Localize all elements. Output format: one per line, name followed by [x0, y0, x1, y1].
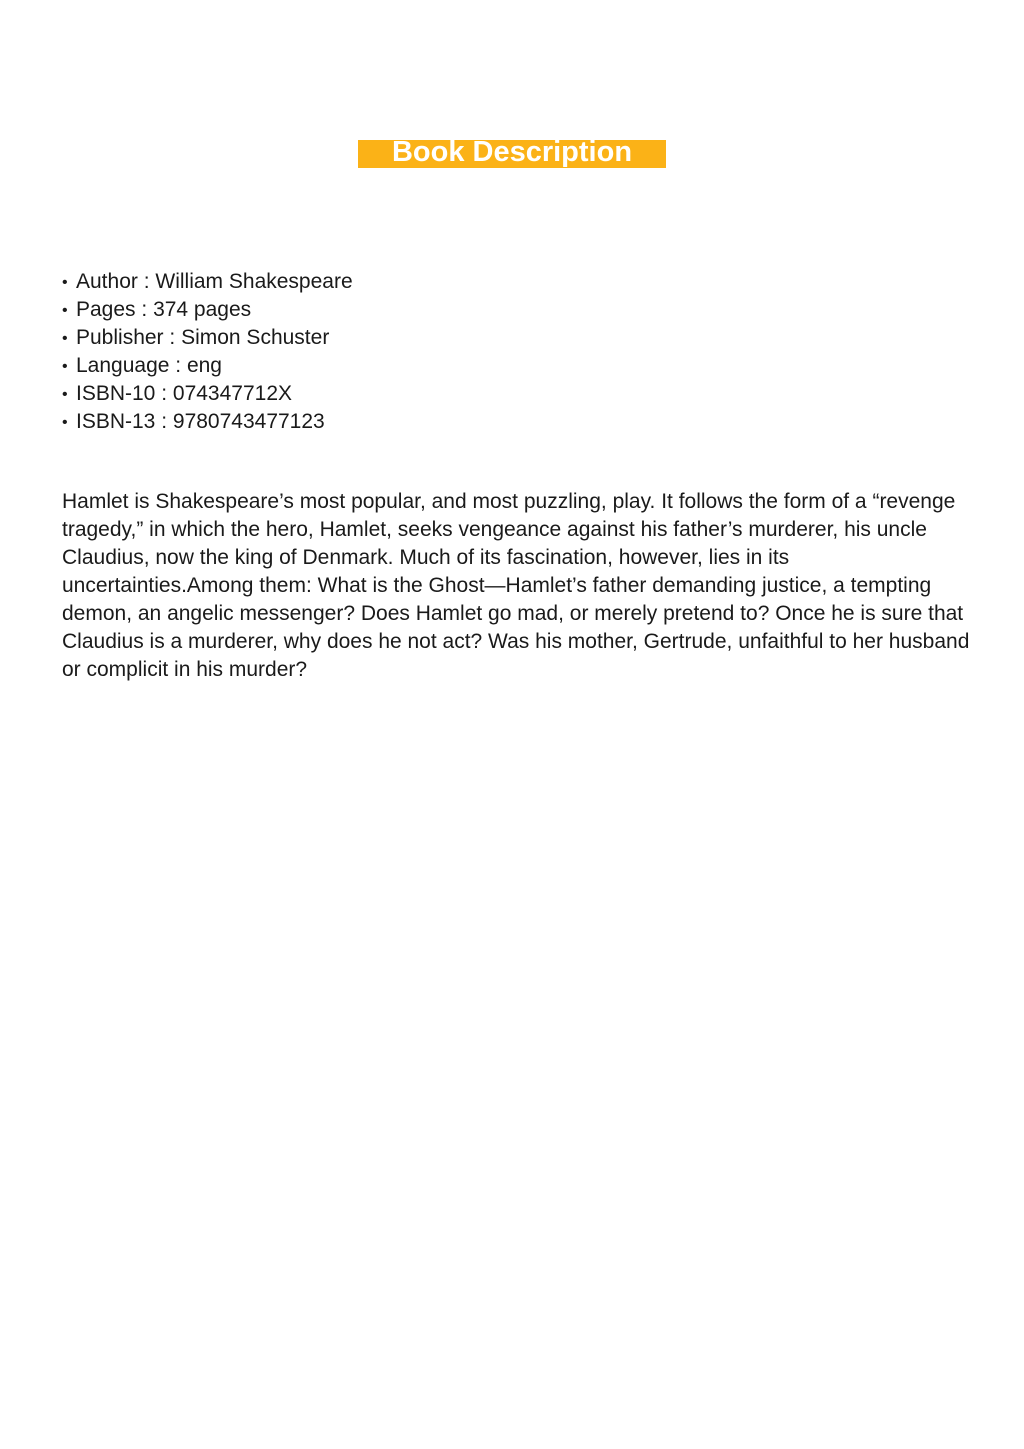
detail-isbn-13 [62, 408, 353, 436]
bullet-icon: • [62, 302, 68, 319]
detail-separator: : [135, 298, 154, 321]
detail-value: 374 pages [153, 298, 252, 321]
detail-isbn-10 [62, 380, 353, 408]
detail-author [62, 268, 353, 296]
detail-separator: : [155, 382, 173, 405]
detail-value: Simon Schuster [181, 326, 330, 349]
detail-label: Author [76, 270, 138, 293]
bullet-icon: • [62, 358, 68, 375]
detail-pages [62, 296, 353, 324]
detail-separator: : [137, 270, 156, 293]
detail-label: Pages [76, 298, 136, 321]
detail-value: 9780743477123 [172, 410, 325, 433]
detail-label: ISBN-10 [76, 382, 156, 405]
detail-value: William Shakespeare [155, 270, 353, 293]
detail-label: ISBN-13 [76, 410, 156, 433]
bullet-icon: • [62, 330, 68, 347]
book-details-list [62, 268, 353, 436]
detail-separator: : [169, 354, 187, 377]
detail-value: 074347712X [172, 382, 293, 405]
detail-publisher [62, 324, 353, 352]
title-banner [358, 140, 666, 168]
detail-label: Publisher [76, 326, 164, 349]
bullet-icon: • [62, 414, 68, 431]
bullet-icon: • [62, 274, 68, 291]
detail-label: Language [76, 354, 170, 377]
bullet-icon: • [62, 386, 68, 403]
detail-separator: : [163, 326, 182, 349]
detail-language [62, 352, 353, 380]
detail-separator: : [155, 410, 173, 433]
page-title: Book Description [391, 140, 633, 168]
book-description-text: Hamlet is Shakespeare’s most popular, and most puzzling, play. It follows the form of a “revenge tragedy,” in which the hero, Hamlet, seeks vengeance against his father’s murderer, his uncle Claudius, now the king of Denmark. Much of its fascination, however, lies in its uncertainties.Among them: What is the Ghost—Hamlet’s father demanding justice, a tempting demon, an angelic messenger? Does Hamlet go mad, or merely pretend to? Once he is sure that Claudius is a murderer, why does he not act? Was his mother, Gertrude, unfaithful to her husband or complicit in his murder? [62, 490, 970, 681]
detail-value: eng [186, 354, 222, 377]
